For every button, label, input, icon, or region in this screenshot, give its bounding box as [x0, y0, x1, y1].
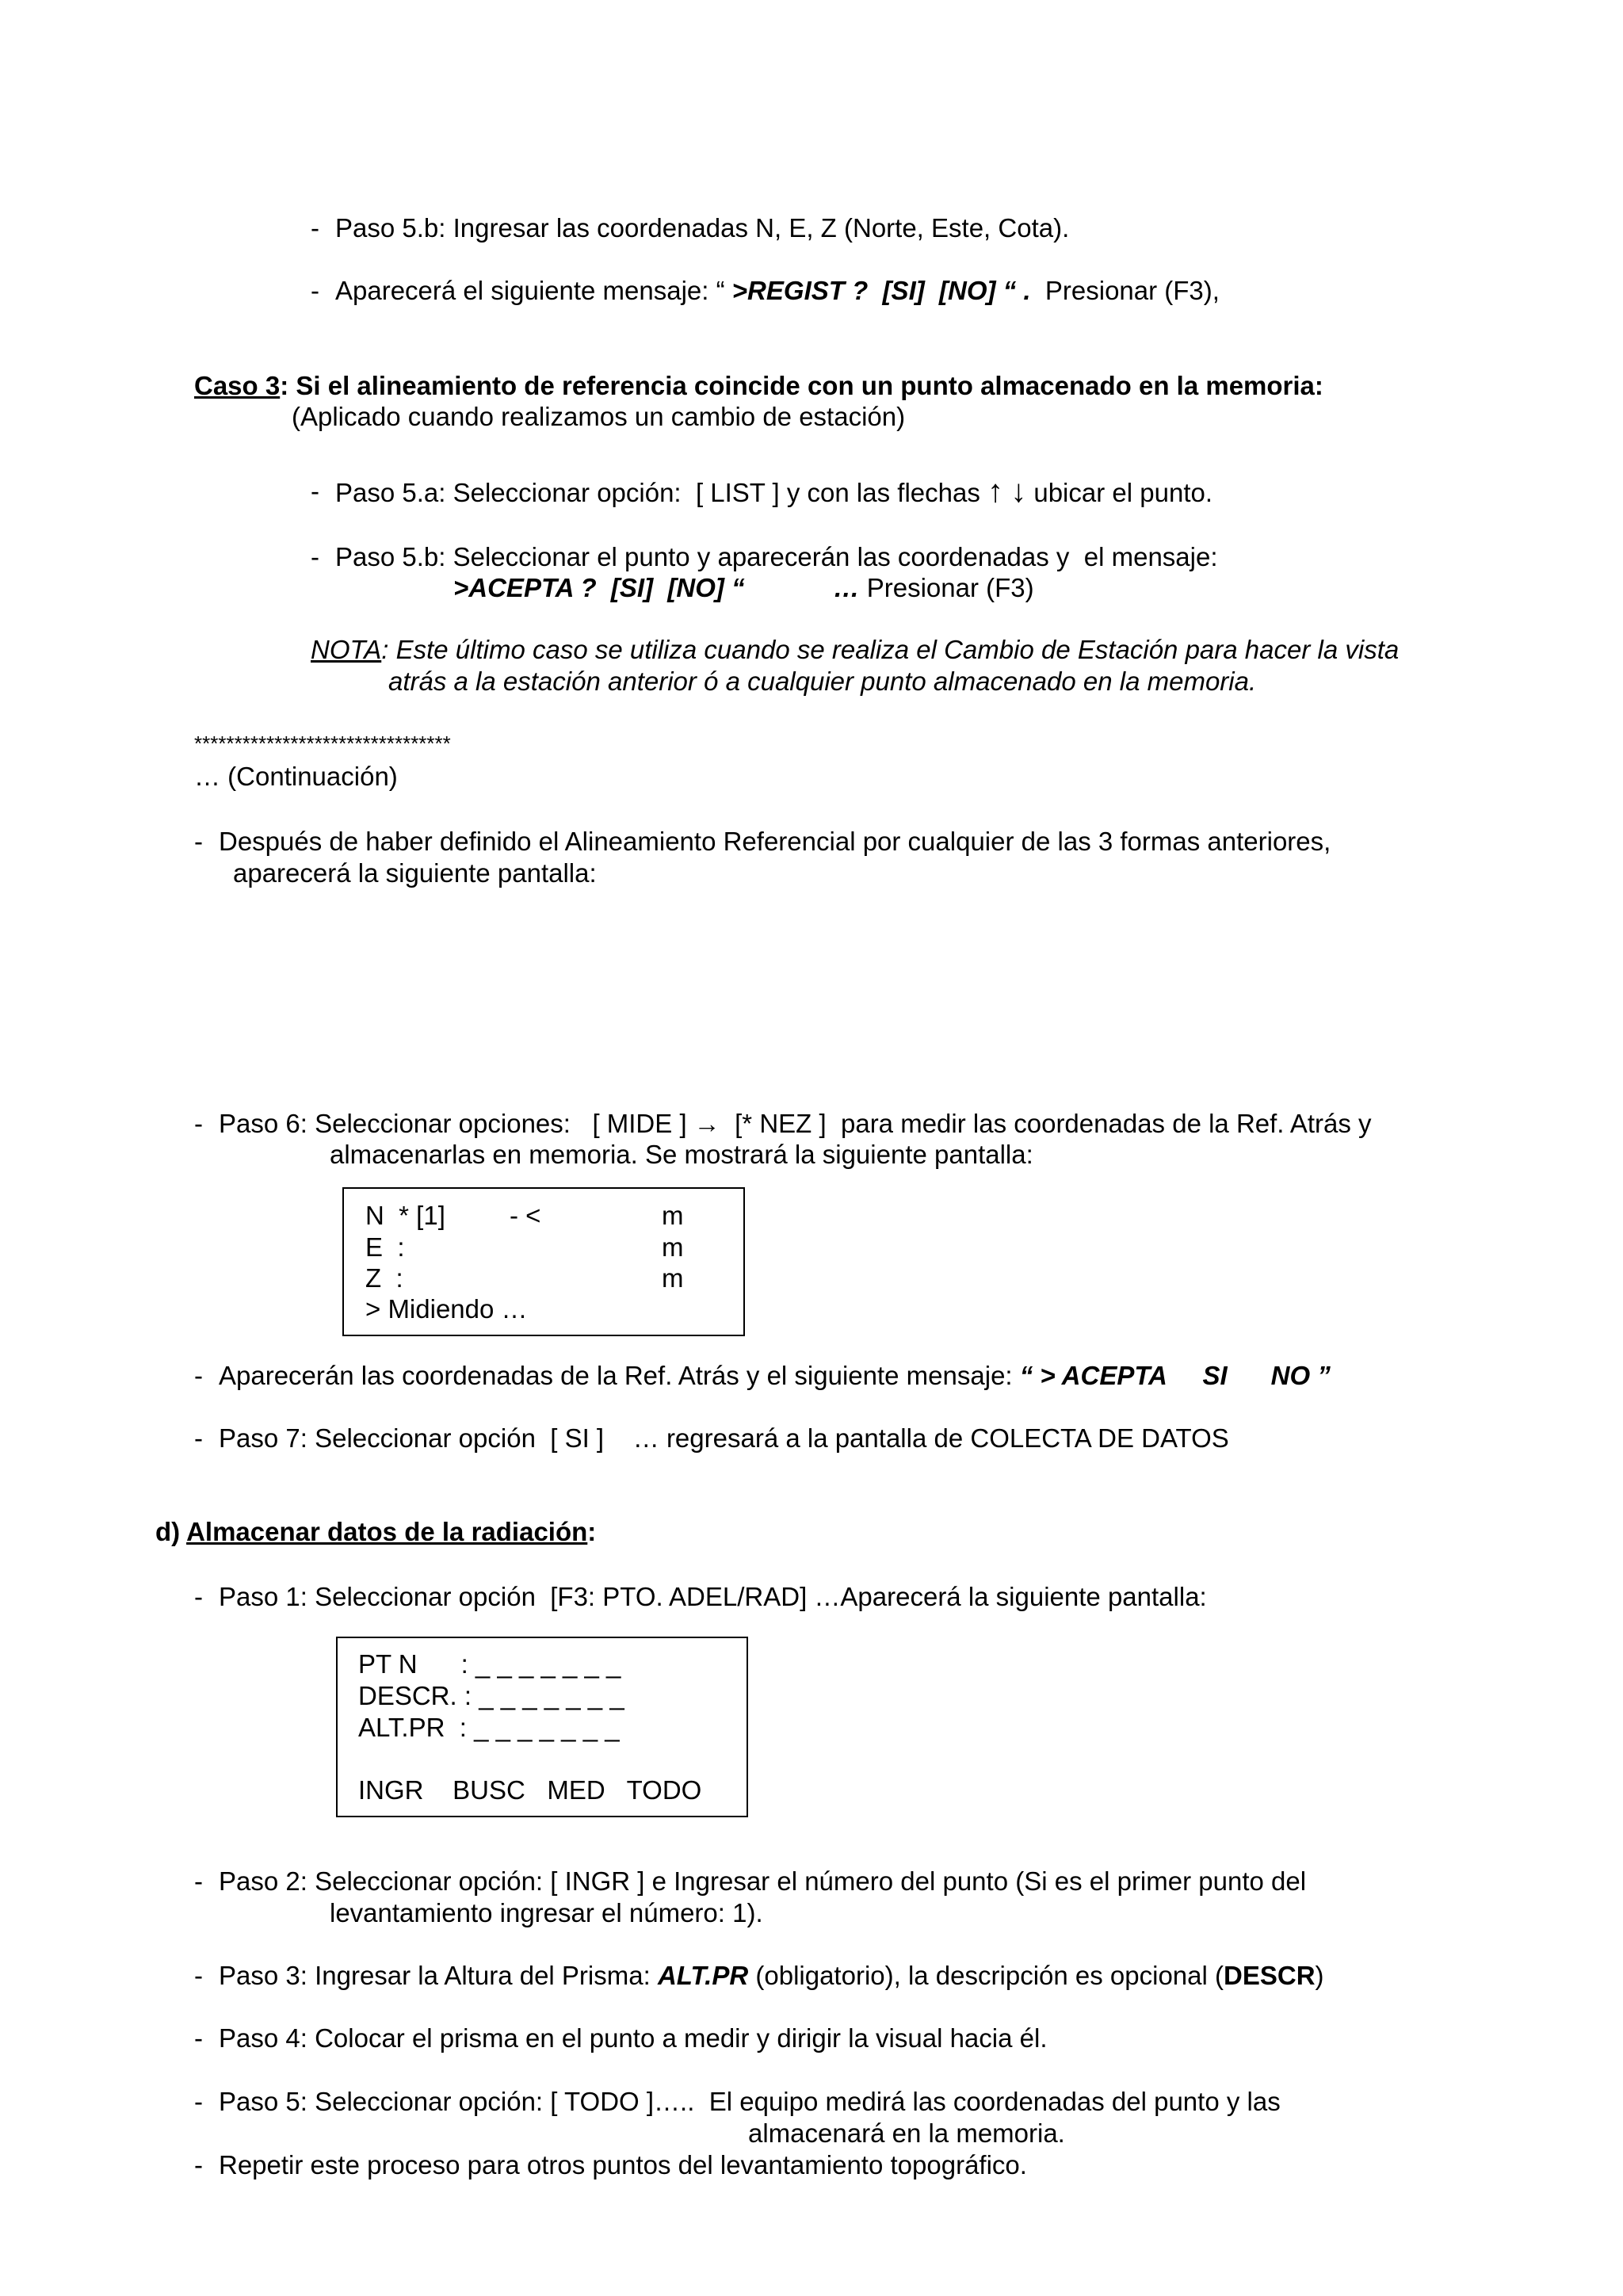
paso-6-post: [* NEZ ] para medir las coordenadas de la Ref. Atrás y: [720, 1109, 1372, 1138]
caso3-heading: [194, 370, 1323, 402]
acepta-prompt-line: [453, 572, 1034, 604]
caso3-label: Caso 3: [194, 371, 281, 400]
aparecen-pre: Aparecerán las coordenadas de la Ref. Atrás y el siguiente mensaje:: [219, 1361, 1020, 1390]
bullet-dash: -: [194, 827, 203, 856]
paso-5b-seleccionar: Paso 5.b: Seleccionar el punto y aparecerán las coordenadas y el mensaje:: [335, 542, 1218, 571]
d-paso-3: [219, 1960, 1324, 1992]
d-paso-1: Paso 1: Seleccionar opción [F3: PTO. ADEL/RAD] …Aparecerá la siguiente pantalla:: [219, 1582, 1207, 1611]
bullet-dash: -: [194, 2150, 203, 2179]
bullet-dash: -: [194, 2087, 203, 2116]
d-paso-3-descr: DESCR: [1224, 1961, 1316, 1990]
d-paso-4: Paso 4: Colocar el prisma en el punto a medir y dirigir la visual hacia él.: [219, 2023, 1048, 2053]
aparecen-line: [219, 1360, 1331, 1392]
section-d-prefix: d): [155, 1517, 187, 1546]
paso-5a-list: [335, 476, 1212, 509]
caso3-subtitle: (Aplicado cuando realizamos un cambio de estación): [292, 402, 906, 431]
screen-z-unit: m: [662, 1263, 684, 1293]
screen-e-unit: m: [662, 1232, 684, 1262]
bullet-dash: -: [194, 1866, 203, 1896]
right-arrow-icon: →: [693, 1109, 720, 1138]
screen-status: > Midiendo …: [365, 1294, 528, 1324]
screen-n-label: N * [1]: [365, 1201, 445, 1230]
regist-pre: Aparecerá el siguiente mensaje: “: [335, 276, 732, 305]
despues-line-2: aparecerá la siguiente pantalla:: [233, 858, 597, 888]
d-paso-5-line-2: almacenará en la memoria.: [748, 2118, 1065, 2148]
d-paso-3-pre: Paso 3: Ingresar la Altura del Prisma:: [219, 1961, 658, 1990]
section-d-colon: :: [587, 1517, 597, 1546]
bullet-dash: -: [311, 276, 319, 305]
separator-stars: ********************************: [194, 732, 451, 755]
bullet-dash: -: [311, 213, 319, 243]
nota-line-1: [311, 634, 1399, 666]
bullet-dash: -: [311, 542, 319, 571]
paso-5b-ingresar: Paso 5.b: Ingresar las coordenadas N, E, Z (Norte, Este, Cota).: [335, 213, 1070, 243]
acepta-post: Presionar (F3): [859, 573, 1034, 602]
bullet-dash: -: [194, 1109, 203, 1138]
bullet-dash: -: [194, 2023, 203, 2053]
d-paso-5-line-1: Paso 5: Seleccionar opción: [ TODO ]….. El equipo medirá las coordenadas del punto y las: [219, 2087, 1281, 2116]
point-entry-screen: [336, 1637, 748, 1817]
d-paso-2-line-1: Paso 2: Seleccionar opción: [ INGR ] e Ingresar el número del punto (Si es el primer punto del: [219, 1866, 1307, 1896]
regist-message-line: [335, 275, 1220, 307]
paso-6-line-1: [219, 1108, 1372, 1140]
measure-screen: [342, 1187, 745, 1336]
bullet-dash: -: [194, 1582, 203, 1611]
nota-label: NOTA: [311, 635, 382, 664]
paso-7: Paso 7: Seleccionar opción [ SI ] … regresará a la pantalla de COLECTA DE DATOS: [219, 1423, 1229, 1453]
screen-n-mid: - <: [510, 1201, 541, 1230]
nota-text-1: : Este último caso se utiliza cuando se realiza el Cambio de Estación para hacer la vista: [381, 635, 1400, 664]
despues-line-1: Después de haber definido el Alineamiento Referencial por cualquier de las 3 formas anteriores,: [219, 827, 1331, 856]
arrow-down-icon: ↓: [1010, 474, 1027, 509]
caso3-rest: : Si el alineamiento de referencia coincide con un punto almacenado en la memoria:: [280, 371, 1323, 400]
bullet-dash: -: [311, 476, 319, 506]
regist-prompt: >REGIST ? [SI] [NO] “ .: [731, 276, 1031, 305]
section-d-title: Almacenar datos de la radiación: [186, 1517, 588, 1546]
nota-line-2: atrás a la estación anterior ó a cualquier punto almacenado en la memoria.: [388, 667, 1257, 696]
d-paso-3-altpr: ALT.PR: [657, 1961, 749, 1990]
arrow-up-icon: ↑: [987, 474, 1004, 509]
bullet-dash: -: [194, 1961, 203, 1990]
d-paso-3-end: ): [1315, 1961, 1324, 1990]
bullet-dash: -: [194, 1423, 203, 1453]
acepta-prompt: >ACEPTA ? [SI] [NO] “: [453, 573, 745, 602]
paso-6-line-2: almacenarlas en memoria. Se mostrará la siguiente pantalla:: [330, 1140, 1033, 1169]
screen-e-label: E :: [365, 1232, 405, 1262]
paso-5a-pre: Paso 5.a: Seleccionar opción: [ LIST ] y con las flechas: [335, 478, 988, 507]
screen-altpr-field: ALT.PR : _ _ _ _ _ _ _: [358, 1713, 620, 1742]
paso-5a-post: ubicar el punto.: [1026, 478, 1213, 507]
paso-6-pre: Paso 6: Seleccionar opciones: [ MIDE ]: [219, 1109, 694, 1138]
bullet-dash: -: [194, 1361, 203, 1390]
aparecen-msg: “ > ACEPTA SI NO ”: [1019, 1361, 1331, 1390]
section-d-heading: [155, 1516, 596, 1548]
d-paso-2-line-2: levantamiento ingresar el número: 1).: [330, 1898, 763, 1927]
screen-softkeys: INGR BUSC MED TODO: [358, 1775, 702, 1805]
screen-n-unit: m: [662, 1201, 684, 1230]
screen-z-label: Z :: [365, 1263, 403, 1293]
d-repetir: Repetir este proceso para otros puntos del levantamiento topográfico.: [219, 2150, 1027, 2179]
screen-descr-field: DESCR. : _ _ _ _ _ _ _: [358, 1681, 624, 1710]
screen-ptn-field: PT N : _ _ _ _ _ _ _: [358, 1649, 621, 1679]
d-paso-3-mid: (obligatorio), la descripción es opcional (: [748, 1961, 1224, 1990]
regist-post: Presionar (F3),: [1030, 276, 1220, 305]
continuacion: … (Continuación): [194, 762, 398, 791]
acepta-dots: …: [833, 573, 860, 602]
